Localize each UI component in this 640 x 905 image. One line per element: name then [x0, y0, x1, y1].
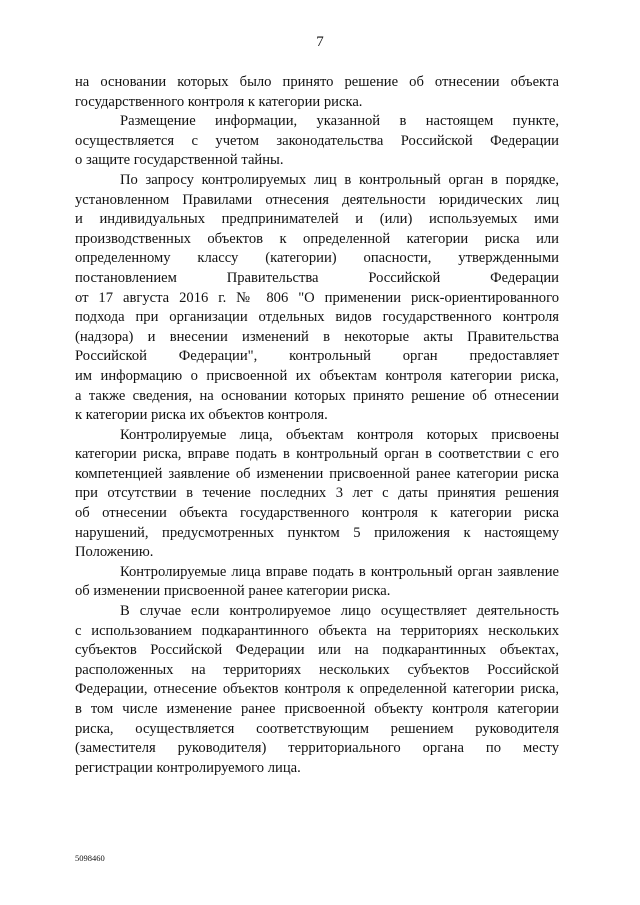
text-line: производственных объектов к определенной категории риска или [75, 230, 559, 247]
text-line: установленном Правилами отнесения деятельности юридических лиц [75, 191, 559, 208]
text-line: Федерации, отнесение объектов контроля к определенной категории риска, [75, 681, 559, 698]
paragraph [75, 171, 559, 426]
text-line: в том числе изменение ранее присвоенной объекту контроля категории [75, 701, 559, 717]
text-line: Контролируемые лица, объектам контроля которых присвоены [120, 426, 559, 443]
text-line: постановлением Правительства Российской Федерации [75, 269, 559, 286]
text-line: В случае если контролируемое лицо осуществляет деятельность [120, 603, 559, 620]
document-body [75, 73, 559, 778]
text-line: им информацию о присвоенной их объектам контроля категории риска, [75, 367, 559, 384]
text-line: осуществляется с учетом законодательства Российской Федерации [75, 132, 559, 149]
document-code: 5098460 [75, 853, 105, 863]
text-line: Размещение информации, указанной в настоящем пункте, [120, 113, 559, 130]
text-line: регистрации контролируемого лица. [75, 759, 301, 776]
text-line: подхода при организации отдельных видов государственного контроля [75, 309, 559, 326]
text-line: а также сведения, на основании которых принято решение об отнесении [75, 387, 559, 404]
text-line: об отнесении объекта государственного контроля к категории риска [75, 505, 559, 522]
text-line: от 17 августа 2016 г. № 806 "О применении риск-ориентированного [75, 289, 559, 306]
paragraph [75, 426, 559, 563]
text-line: нарушений, предусмотренных пунктом 5 приложения к настоящему [75, 524, 559, 541]
text-line: и индивидуальных предпринимателей и (или) используемых ими [75, 211, 559, 228]
text-line: По запросу контролируемых лиц в контрольный орган в порядке, [120, 171, 559, 188]
text-line: государственного контроля к категории риска. [75, 93, 363, 110]
text-line: (надзора) и внесении изменений в некоторые акты Правительства [75, 328, 559, 345]
text-line: о защите государственной тайны. [75, 152, 284, 169]
text-line: риска, осуществляется соответствующим решением руководителя [75, 720, 559, 737]
text-line: определенному классу (категории) опасности, утвержденными [75, 250, 559, 267]
text-line: Положению. [75, 544, 154, 561]
text-line: Российской Федерации", контрольный орган предоставляет [75, 348, 559, 365]
paragraph [75, 602, 559, 778]
text-line: на основании которых было принято решение об отнесении объекта [75, 74, 559, 90]
text-line: расположенных на территориях нескольких субъектов Российской [75, 661, 559, 678]
paragraph [75, 73, 559, 112]
page-number: 7 [316, 34, 324, 50]
text-line: субъектов Российской Федерации или на подкарантинных объектах, [75, 642, 559, 659]
text-line: об изменении присвоенной ранее категории риска. [75, 583, 391, 600]
text-line: компетенцией заявление об изменении присвоенной ранее категории риска [75, 465, 559, 482]
paragraph [75, 112, 559, 171]
text-line: к категории риска их объектов контроля. [75, 407, 328, 424]
text-line: категории риска, вправе подать в контрольный орган в соответствии с его [75, 446, 559, 463]
text-line: при отсутствии в течение последних 3 лет с даты принятия решения [75, 485, 559, 502]
paragraph [75, 563, 559, 602]
text-line: Контролируемые лица вправе подать в контрольный орган заявление [120, 563, 559, 580]
text-line: (заместителя руководителя) территориального органа по месту [75, 740, 559, 757]
text-line: с использованием подкарантинного объекта на территориях нескольких [75, 622, 559, 639]
